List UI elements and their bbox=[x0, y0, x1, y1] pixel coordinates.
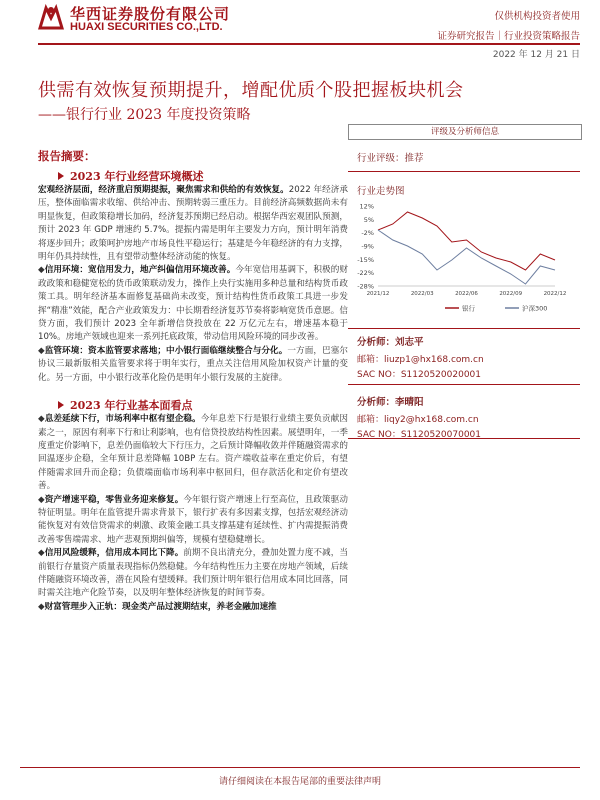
y-tick-label: 5% bbox=[363, 215, 374, 224]
industry-rating: 行业评级：推荐 bbox=[357, 153, 424, 164]
paragraph: ◆息差延续下行，市场利率中枢有望企稳。今年息差下行是银行业绩主要负贡献因素之一，原因有利率下行和让利影响，也有信贷投放结构性因素。展望明年，一季度重定价影响下，息差仍面临较大下行压力，之后预计降幅收敛并伴随融资需求的回温逐步企稳，全年预计息差降幅 10BP 左右。资产端收益率在重定价后，有望伴随需求回升而企稳；负债端面临市场利率中枢回归，但存款活化和定价有望改善。 bbox=[38, 414, 348, 492]
analyst-name: 分析师：李晴阳 bbox=[357, 397, 424, 408]
paragraph: ◆财富管理步入正轨：现金类产品过渡期结束，养老金融加速推 bbox=[38, 601, 277, 612]
y-tick-label: -22% bbox=[357, 269, 374, 278]
sidebar-divider bbox=[348, 438, 580, 439]
brand-name-en: HUAXI SECURITIES CO.,LTD. bbox=[70, 21, 223, 33]
analyst-email[interactable]: 邮箱：liuzp1@hx168.com.cn bbox=[357, 355, 484, 365]
x-tick-label: 2022/09 bbox=[499, 291, 523, 297]
sidebar-box-title: 评级及分析师信息 bbox=[348, 124, 582, 140]
analyst-block bbox=[357, 334, 582, 380]
analyst-sac: SAC NO：S1120520020001 bbox=[357, 370, 481, 380]
header-divider bbox=[38, 43, 580, 45]
report-date: 2022 年 12 月 21 日 bbox=[492, 50, 580, 60]
triangle-icon bbox=[58, 401, 64, 409]
sidebar-divider bbox=[348, 384, 580, 385]
paragraph: 宏观经济层面，经济重启预期提振，聚焦需求和供给的有效恢复。2022 年经济承压，整体面临需求收缩、供给冲击、预期转弱三重压力。目前经济高频数据尚未有明显恢复，但政策稳增长加码，经济复苏预期已经启动。根据华西宏观团队预测，预计 2023 年 GDP 增速约 5.7%。提振内需是明年主要发力方向，预计明年消费将逐步回升；政策呵护房地产市场良性平稳运行；基建是今年稳经济的有力支撑，明年仍具持续性，且有望带动整体经济动能的恢复。 bbox=[38, 185, 348, 263]
y-tick-label: 12% bbox=[359, 202, 374, 211]
section-heading: 2023 年行业基本面看点 bbox=[38, 397, 348, 413]
footer-disclaimer: 请仔细阅读在本报告尾部的重要法律声明 bbox=[218, 777, 381, 787]
report-title: 供需有效恢复预期提升，增配优质个股把握板块机会 bbox=[38, 80, 464, 101]
brand-name-cn: 华西证券股份有限公司 bbox=[70, 5, 231, 23]
section-heading: 2023 年行业经营环境概述 bbox=[38, 168, 348, 184]
sidebar-divider bbox=[348, 328, 580, 329]
x-tick-label: 2022/03 bbox=[410, 291, 434, 297]
y-tick-label: -28% bbox=[357, 282, 374, 291]
paragraph: ◆信用风险缓释，信用成本同比下降。前期不良出清充分，叠加处置力度不减，当前银行存量资产质量表现指标仍然稳健。今年结构性压力主要在房地产领域，后续伴随融资环境改善，潜在风险有望缓释。我们预计明年银行信用成本同比回落，同时需关注地产化险节奏，以及明年整体经济恢复的时间节奏。 bbox=[38, 548, 348, 599]
sidebar-divider bbox=[348, 171, 580, 172]
analyst-sac: SAC NO：S1120520070001 bbox=[357, 430, 481, 440]
abstract-label: 报告摘要： bbox=[38, 149, 96, 163]
y-tick-label: -9% bbox=[361, 242, 374, 251]
paragraph: ◆监管环境：资本监管要求落地；中小银行面临继续整合与分化。一方面，巴塞尔协议三最新版相关监管要求将于明年实行，重点关注信用风险加权资产计量的变化。另一方面，中小银行改革化险仍是明年小银行发展的主旋律。 bbox=[38, 345, 348, 383]
audience-note: 仅供机构投资者使用 bbox=[494, 11, 580, 22]
report-type: 证券研究报告｜行业投资策略报告 bbox=[437, 31, 580, 42]
industry-trend-chart bbox=[350, 198, 580, 316]
footer-divider bbox=[20, 767, 580, 768]
legend-label: 银行 bbox=[462, 304, 475, 313]
chart-title: 行业走势图 bbox=[357, 186, 405, 197]
x-tick-label: 2022/12 bbox=[543, 291, 567, 297]
paragraph: ◆资产增速平稳，零售业务迎来修复。今年银行资产增速上行至高位，且政策驱动特征明显。明年在监管提升需求背景下，银行扩表有多因素支撑，包括宏观经济动能恢复对有效信贷需求的刺激、政策金融工具支撑基建有延续性、扩内需提振消费改善零售端需求、地产悲观预期纠偏等，规模有望稳健增长。 bbox=[38, 494, 348, 545]
series-line bbox=[378, 212, 555, 270]
paragraph: ◆信用环境：宽信用发力，地产纠偏信用环境改善。今年宽信用基调下，积极的财政政策和稳健宽松的货币政策联动发力，操作上央行实施用多种总量和结构货币政策工具。明年经济基本面修复基础尚未改变，预计结构性货币政策工具进一步发挥“精准”效能，配合产业政策发力：中长期看经济复苏节奏将影响宽货币意愿。信贷方面，我们预计 2023 全年新增信贷投放在 22 万亿元左右，增速基本稳于 10%。房地产领域也迎来一系列托底政策，带动信用风险环境的同步改善。 bbox=[38, 265, 348, 343]
y-tick-label: -15% bbox=[357, 255, 374, 264]
company-logo-icon bbox=[38, 4, 64, 30]
legend-label: 沪深300 bbox=[522, 304, 548, 313]
report-body bbox=[38, 148, 348, 614]
triangle-icon bbox=[58, 172, 64, 180]
y-tick-label: -2% bbox=[361, 229, 374, 238]
x-tick-label: 2021/12 bbox=[366, 291, 390, 297]
x-tick-label: 2022/06 bbox=[455, 291, 478, 297]
analyst-name: 分析师：刘志平 bbox=[357, 337, 424, 348]
series-line bbox=[378, 230, 555, 284]
analyst-block bbox=[357, 394, 582, 440]
report-subtitle: ——银行行业 2023 年度投资策略 bbox=[38, 107, 251, 123]
analyst-email[interactable]: 邮箱：liqy2@hx168.com.cn bbox=[357, 415, 479, 425]
